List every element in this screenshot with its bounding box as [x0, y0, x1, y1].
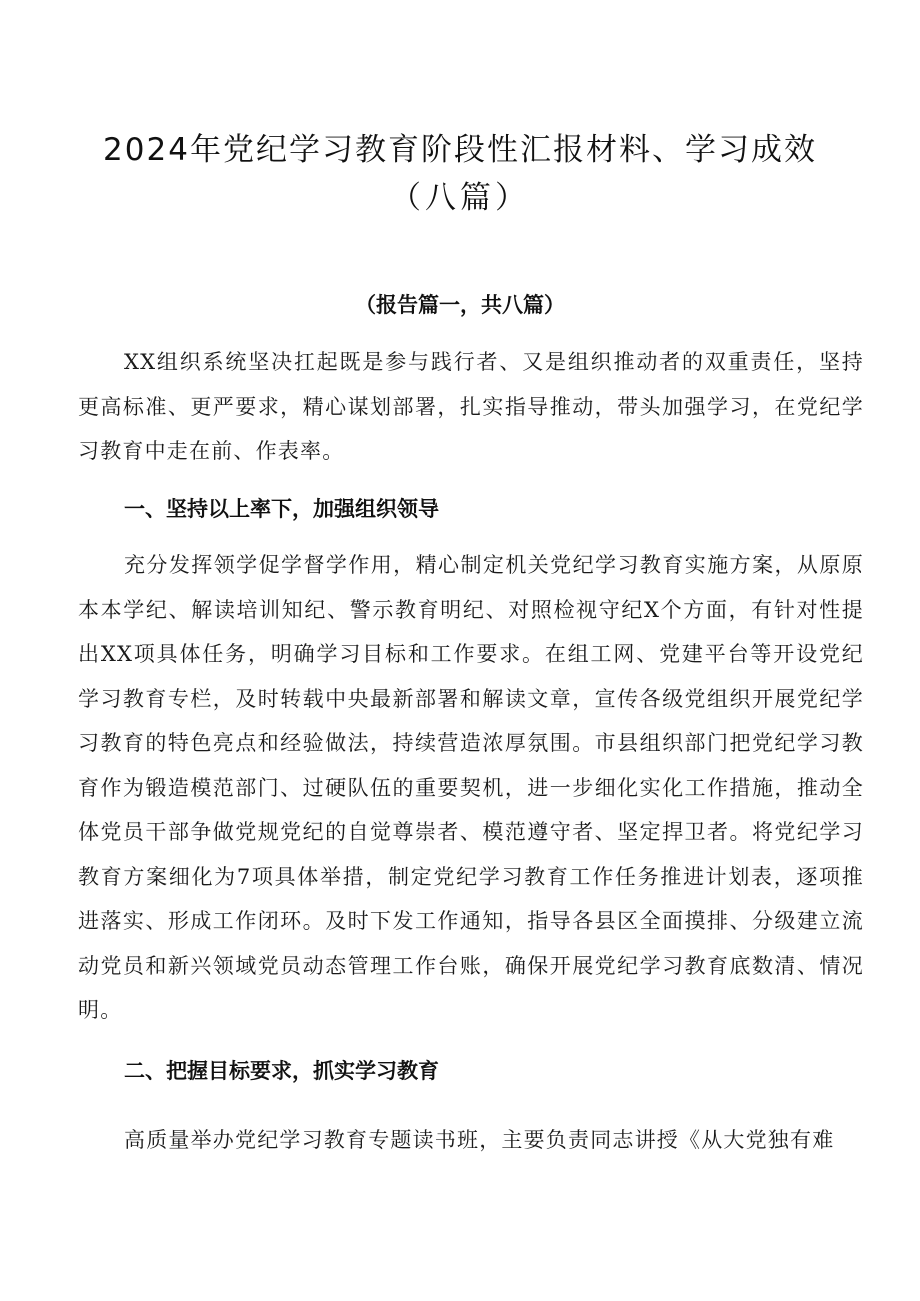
section-2-heading: 二、把握目标要求，抓实学习教育	[124, 1059, 439, 1083]
section-1-paragraph: 充分发挥领学促学督学作用，精心制定机关党纪学习教育实施方案，从原原本本学纪、解读培训知纪、警示教育明纪、对照检视守纪X个方面，有针对性提出XX项具体任务，明确学习目标和工作要求。在组工网、党建平台等开设党纪学习教育专栏，及时转载中央最新部署和解读文章，宣传各级党组织开展党纪学习教育的特色亮点和经验做法，持续营造浓厚氛围。市县组织部门把党纪学习教育作为锻造模范部门、过硬队伍的重要契机，进一步细化实化工作措施，推动全体党员干部争做党规党纪的自觉尊崇者、模范遵守者、坚定捍卫者。将党纪学习教育方案细化为7项具体举措，制定党纪学习教育工作任务推进计划表，逐项推进落实、形成工作闭环。及时下发工作通知，指导各县区全面摸排、分级建立流动党员和新兴领域党员动态管理工作台账，确保开展党纪学习教育底数清、情况明。	[78, 553, 864, 1022]
section-1-heading: 一、坚持以上率下，加强组织领导	[124, 497, 439, 521]
part-label: （报告篇一，共八篇）	[355, 293, 565, 317]
section-2-paragraph: 高质量举办党纪学习教育专题读书班，主要负责同志讲授《从大党独有难	[124, 1128, 835, 1152]
intro-paragraph: XX组织系统坚决扛起既是参与践行者、又是组织推动者的双重责任，坚持更高标准、更严要求，精心谋划部署，扎实指导推动，带头加强学习，在党纪学习教育中走在前、作表率。	[78, 350, 864, 463]
document-title-subtitle: （八篇）	[390, 180, 530, 216]
document-title: 2024年党纪学习教育阶段性汇报材料、学习成效	[103, 132, 817, 168]
